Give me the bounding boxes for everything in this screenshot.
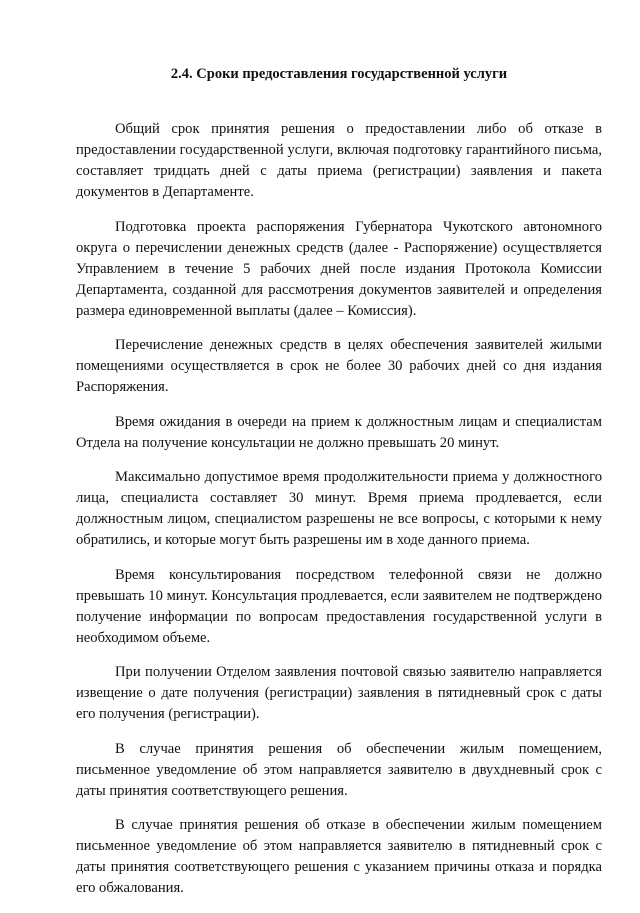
paragraph-postal-notice: При получении Отделом заявления почтовой связью заявителю направляется извещение о дате получения (регистрации) заявления в пятидневный срок с даты его получения (регистрации).	[76, 664, 602, 722]
paragraph-funds-transfer: Перечисление денежных средств в целях обеспечения заявителей жилыми помещениями осуществляется в срок не более 30 рабочих дней со дня издания Распоряжения.	[76, 337, 602, 395]
section-heading: 2.4. Сроки предоставления государственной услуги	[170, 66, 508, 82]
paragraph-reception-duration: Максимально допустимое время продолжительности приема у должностного лица, специалиста составляет 30 минут. Время приема продлевается, если должностным лицом, специалистом разрешены не все вопросы, с которыми к нему обратились, и которые могут быть разрешены им в ходе данного приема.	[76, 469, 602, 548]
paragraph-total-term: Общий срок принятия решения о предоставлении либо об отказе в предоставлении государственной услуги, включая подготовку гарантийного письма, составляет тридцать дней с даты приема (регистрации) заявления и пакета документов в Департаменте.	[76, 121, 602, 200]
paragraph-queue-wait: Время ожидания в очереди на прием к должностным лицам и специалистам Отдела на получение консультации не должно превышать 20 минут.	[76, 413, 602, 451]
paragraph-order-preparation: Подготовка проекта распоряжения Губернатора Чукотского автономного округа о перечислении денежных средств (далее - Распоряжение) осуществляется Управлением в течение 5 рабочих дней после издания Протокола Комиссии Департамента, созданной для рассмотрения документов заявителей и определения размера единовременной выплаты (далее – Комиссия).	[76, 218, 602, 319]
paragraph-approval-notice: В случае принятия решения об обеспечении жилым помещением, письменное уведомление об этом направляется заявителю в двухдневный срок с даты принятия соответствующего решения.	[76, 740, 602, 799]
document-body	[76, 119, 602, 913]
paragraph-phone-consultation: Время консультирования посредством телефонной связи не должно превышать 10 минут. Консультация продлевается, если заявителем не подтверждено получение информации по вопросам предоставления государственной услуги в необходимом объеме.	[76, 566, 602, 646]
paragraph-refusal-notice: В случае принятия решения об отказе в обеспечении жилым помещением письменное уведомление об этом направляется заявителю в пятидневный срок с даты принятия соответствующего решения с указанием причины отказа и порядка его обжалования.	[76, 817, 602, 896]
